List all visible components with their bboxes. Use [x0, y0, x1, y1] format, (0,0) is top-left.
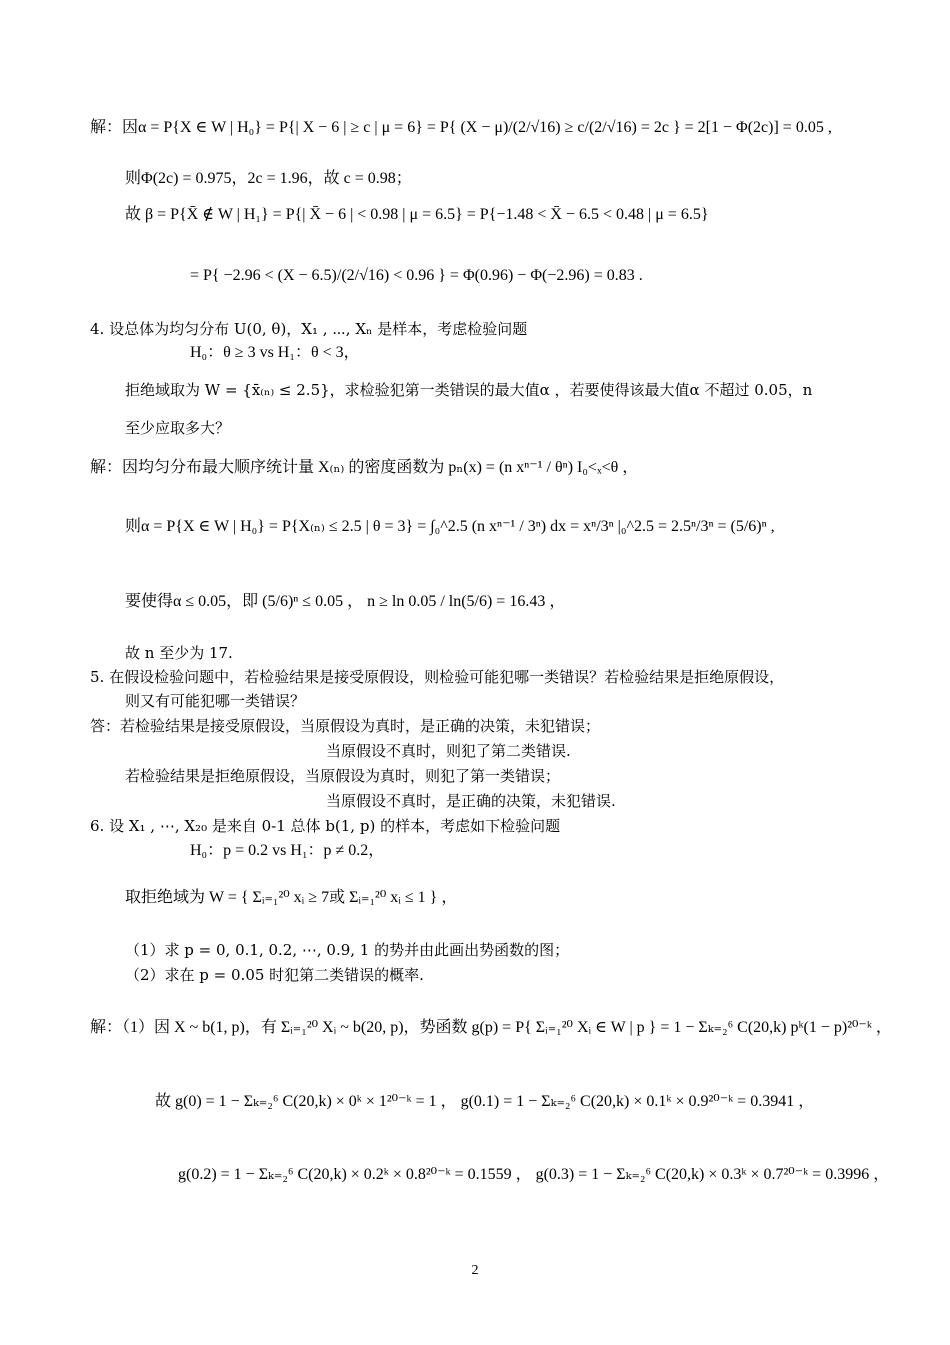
answer-5-line-1: 答：若检验结果是接受原假设，当原假设为真时，是正确的决策，未犯错误；	[90, 717, 601, 735]
solution-4-alpha-line: 则α = P{X ∈ W | H₀} = P{X₍ₙ₎ ≤ 2.5 | θ = 3} = ∫₀^2.5 (n xⁿ⁻¹ / 3ⁿ) dx = xⁿ/3ⁿ |₀^2.5 = 2.5ⁿ/3ⁿ = (5/6)ⁿ ,	[125, 518, 775, 535]
solution-3-c-line: 则Φ(2c) = 0.975，2c = 1.96，故 c = 0.98；	[125, 170, 412, 187]
solution-3-beta-line: 故 β = P{X̄ ∉ W | H₁} = P{| X̄ − 6 | < 0.98 | μ = 6.5} = P{−1.48 < X̄ − 6.5 < 0.48 | μ = 6.5}	[125, 206, 709, 223]
solution-6-g0-g01: 故 g(0) = 1 − Σₖ₌₂⁶ C(20,k) × 0ᵏ × 1²⁰⁻ᵏ = 1 ， g(0.1) = 1 − Σₖ₌₂⁶ C(20,k) × 0.1ᵏ × 0.9²⁰⁻ᵏ = 0.3941 ，	[155, 1093, 815, 1110]
problem-6-hypotheses: H₀：p = 0.2 vs H₁：p ≠ 0.2，	[190, 842, 385, 859]
answer-5-line-3: 若检验结果是拒绝原假设，当原假设为真时，则犯了第一类错误；	[125, 767, 561, 785]
solution-6-power-function: 解：（1）因 X ~ b(1, p)，有 Σᵢ₌₁²⁰ Xᵢ ~ b(20, p)，势函数 g(p) = P{ Σᵢ₌₁²⁰ Xᵢ ∈ W | p } = 1 − Σₖ₌₂⁶ C(20,k) pᵏ(1 − p)²⁰⁻ᵏ ，	[90, 1019, 892, 1036]
answer-5-line-4: 当原假设不真时，是正确的决策，未犯错误.	[326, 792, 616, 810]
solution-6-g02-g03: g(0.2) = 1 − Σₖ₌₂⁶ C(20,k) × 0.2ᵏ × 0.8²⁰⁻ᵏ = 0.1559 ， g(0.3) = 1 − Σₖ₌₂⁶ C(20,k) × 0.3ᵏ × 0.7²⁰⁻ᵏ = 0.3996 ，	[178, 1166, 890, 1183]
problem-4-statement: 4. 设总体为均匀分布 U(0, θ)，X₁ , ⋯, Xₙ 是样本，考虑检验问题	[90, 320, 528, 338]
solution-4-density-line: 解：因均匀分布最大顺序统计量 X₍ₙ₎ 的密度函数为 pₙ(x) = (n xⁿ⁻¹ / θⁿ) I₀<ₓ<θ ，	[90, 459, 639, 476]
problem-4-rejection-region: 拒绝域取为 W = {x̄₍ₙ₎ ≤ 2.5}，求检验犯第一类错误的最大值α ，若要使得该最大值α 不超过 0.05，n	[125, 381, 813, 399]
solution-3-beta-result-line: = P{ −2.96 < (X − 6.5)/(2/√16) < 0.96 } = Φ(0.96) − Φ(−2.96) = 0.83 .	[190, 267, 643, 284]
problem-5-statement: 5. 在假设检验问题中，若检验结果是接受原假设，则检验可能犯哪一类错误？若检验结果是拒绝原假设，	[90, 668, 785, 686]
solution-4-n-bound-line: 要使得α ≤ 0.05，即 (5/6)ⁿ ≤ 0.05 ， n ≥ ln 0.05 / ln(5/6) = 16.43 ，	[125, 593, 566, 610]
problem-6-rejection-region: 取拒绝域为 W = { Σᵢ₌₁²⁰ xᵢ ≥ 7或 Σᵢ₌₁²⁰ xᵢ ≤ 1 } ，	[125, 889, 458, 906]
problem-6-part-2: （2）求在 p = 0.05 时犯第二类错误的概率.	[125, 966, 424, 984]
solution-4-conclusion: 故 n 至少为 17.	[125, 644, 233, 662]
problem-6-statement: 6. 设 X₁ , ⋯, X₂₀ 是来自 0-1 总体 b(1, p) 的样本，考虑如下检验问题	[90, 817, 561, 835]
problem-6-part-1: （1）求 p = 0, 0.1, 0.2, ⋯, 0.9, 1 的势并由此画出势函数的图；	[125, 941, 570, 959]
page-number: 2	[471, 1263, 479, 1278]
solution-3-alpha-line: 解：因α = P{X ∈ W | H₀} = P{| X − 6 | ≥ c | μ = 6} = P{ (X − μ)/(2/√16) ≥ c/(2/√16) = 2c } = 2[1 − Φ(2c)] = 0.05 ,	[90, 119, 832, 136]
answer-5-line-2: 当原假设不真时，则犯了第二类错误.	[326, 742, 571, 760]
problem-4-question: 至少应取多大？	[125, 419, 231, 437]
problem-4-hypotheses: H₀：θ ≥ 3 vs H₁：θ < 3，	[190, 344, 360, 361]
problem-5-statement-cont: 则又有可能犯哪一类错误？	[125, 692, 306, 710]
